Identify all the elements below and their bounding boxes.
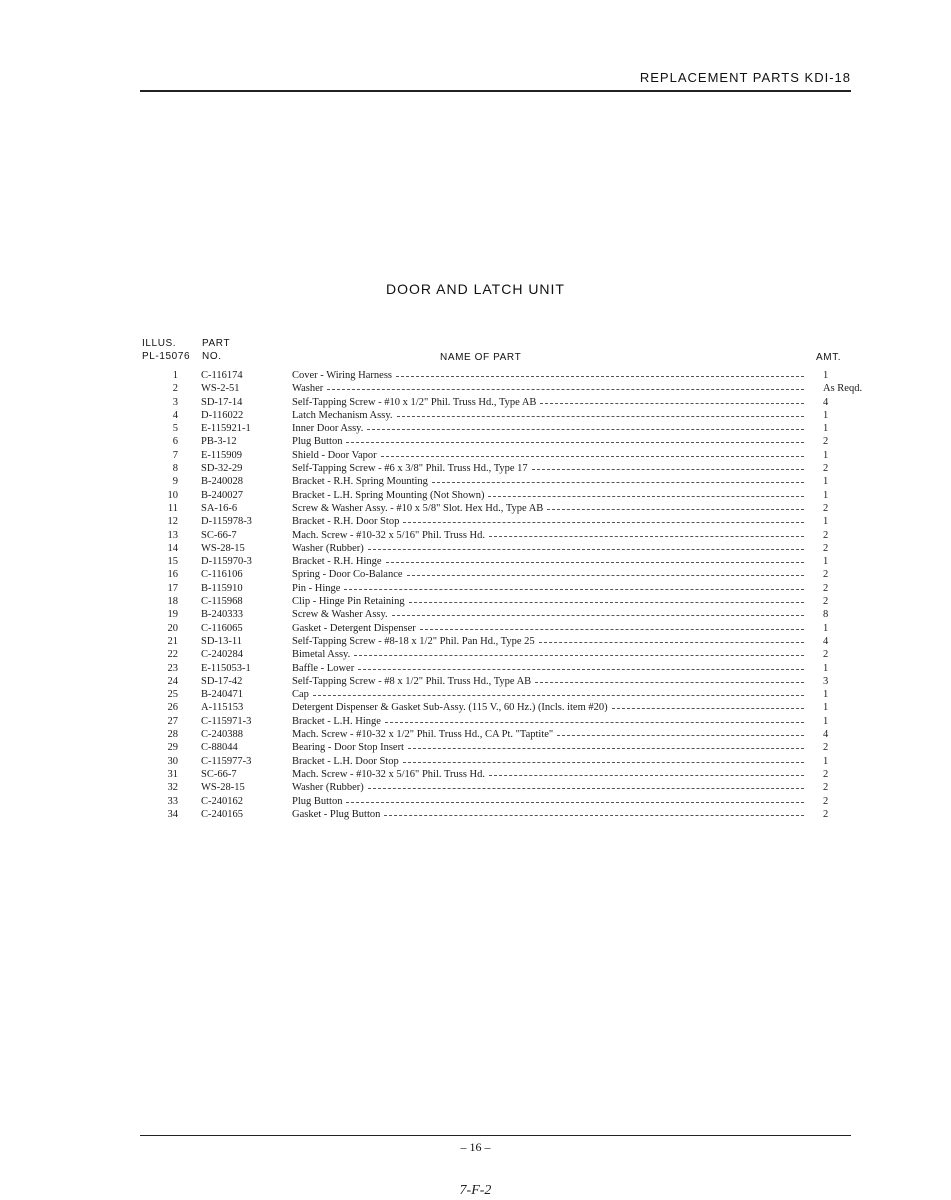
part-number: C-116106 [201, 569, 243, 581]
footer-divider [140, 1135, 851, 1136]
column-header-illus [142, 337, 190, 363]
part-name-cell [292, 369, 804, 382]
illus-number: 17 [167, 582, 178, 594]
leader-dashes [408, 741, 804, 749]
parts-row [140, 795, 862, 808]
leader-dashes [547, 502, 804, 510]
part-amount: 2 [823, 436, 829, 448]
leader-dashes [346, 795, 804, 803]
leader-dashes [344, 582, 804, 590]
part-amount: 2 [823, 502, 829, 514]
part-number: A-115153 [201, 702, 244, 714]
part-amount: 2 [823, 596, 829, 608]
illus-number: 33 [167, 795, 178, 807]
illus-number: 21 [167, 635, 178, 647]
leader-dashes [539, 635, 804, 643]
illus-number: 7 [172, 449, 178, 461]
part-name: Baffle - Lower [292, 662, 355, 674]
illus-number: 2 [172, 383, 178, 395]
part-number: C-88044 [201, 742, 238, 754]
parts-row [140, 529, 862, 542]
parts-row [140, 582, 862, 595]
part-name: Gasket - Detergent Dispenser [292, 622, 416, 634]
column-header-amt: AMT. [816, 352, 842, 363]
parts-row [140, 688, 862, 701]
parts-row [140, 662, 862, 675]
part-name-cell [292, 755, 804, 768]
parts-row [140, 808, 862, 821]
illus-number: 19 [167, 609, 178, 621]
part-number: PB-3-12 [201, 436, 237, 448]
parts-row [140, 489, 862, 502]
part-name-cell [292, 728, 804, 741]
part-amount: 1 [823, 689, 829, 701]
illus-number: 9 [172, 476, 178, 488]
header-divider [140, 90, 851, 92]
leader-dashes [403, 515, 804, 523]
part-name: Bearing - Door Stop Insert [292, 742, 404, 754]
illus-number: 15 [167, 556, 178, 568]
part-amount: 2 [823, 795, 829, 807]
part-name-cell [292, 422, 804, 435]
part-number: B-115910 [201, 582, 243, 594]
parts-row [140, 622, 862, 635]
part-amount: 2 [823, 529, 829, 541]
part-number: C-115968 [201, 596, 243, 608]
part-amount: 1 [823, 516, 829, 528]
part-amount: 3 [823, 675, 829, 687]
part-number: B-240471 [201, 689, 243, 701]
part-name: Self-Tapping Screw - #8 x 1/2" Phil. Truss Hd., Type AB [292, 675, 532, 687]
leader-dashes [396, 369, 804, 377]
leader-dashes [407, 568, 804, 576]
illus-number: 11 [167, 502, 178, 514]
leader-dashes [367, 422, 804, 430]
part-name-cell [292, 608, 804, 621]
part-number: SC-66-7 [201, 529, 237, 541]
part-name-cell [292, 542, 804, 555]
part-name-cell [292, 582, 804, 595]
part-name-cell [292, 715, 804, 728]
part-name: Mach. Screw - #10-32 x 5/16" Phil. Truss Hd. [292, 529, 485, 541]
parts-row [140, 608, 862, 621]
leader-dashes [532, 462, 804, 470]
part-name-cell [292, 662, 804, 675]
leader-dashes [392, 608, 804, 616]
leader-dashes [368, 542, 804, 550]
part-name-cell [292, 675, 804, 688]
part-number: B-240333 [201, 609, 243, 621]
parts-row [140, 382, 862, 395]
leader-dashes [403, 755, 804, 763]
parts-list [140, 369, 862, 821]
part-amount: 4 [823, 729, 829, 741]
part-number: C-240284 [201, 649, 243, 661]
part-amount: 1 [823, 449, 829, 461]
part-amount: 1 [823, 702, 829, 714]
part-amount: As Reqd. [823, 383, 863, 395]
part-amount: 8 [823, 609, 829, 621]
section-title: DOOR AND LATCH UNIT [386, 281, 565, 297]
part-name-cell [292, 396, 804, 409]
part-number: WS-28-15 [201, 542, 245, 554]
part-name: Bimetal Assy. [292, 649, 351, 661]
part-amount: 1 [823, 370, 829, 381]
illus-number: 29 [167, 742, 178, 754]
parts-row [140, 542, 862, 555]
part-number: E-115921-1 [201, 423, 251, 435]
part-name-cell [292, 741, 804, 754]
parts-row [140, 715, 862, 728]
part-name: Cap [292, 689, 309, 701]
part-name: Detergent Dispenser & Gasket Sub-Assy. (115 V., 60 Hz.) (Incls. item #20) [292, 702, 608, 714]
part-number: SD-17-42 [201, 675, 243, 687]
part-name-cell [292, 622, 804, 635]
part-amount: 2 [823, 808, 829, 820]
part-number: C-240162 [201, 795, 243, 807]
part-name-cell [292, 529, 804, 542]
parts-row [140, 449, 862, 462]
part-name: Self-Tapping Screw - #8-18 x 1/2" Phil. Pan Hd., Type 25 [292, 635, 535, 647]
part-number: D-115978-3 [201, 516, 252, 528]
leader-dashes [488, 489, 804, 497]
part-number: C-116174 [201, 370, 243, 381]
leader-dashes [384, 808, 804, 816]
part-amount: 4 [823, 635, 829, 647]
illus-number: 13 [167, 529, 178, 541]
document-code: 7-F-2 [459, 1183, 492, 1198]
column-header-name: NAME OF PART [440, 352, 522, 363]
part-number: SC-66-7 [201, 768, 237, 780]
part-name-cell [292, 688, 804, 701]
parts-row [140, 396, 862, 409]
part-name-cell [292, 449, 804, 462]
part-number: D-116022 [201, 409, 244, 421]
part-amount: 2 [823, 582, 829, 594]
leader-dashes [354, 648, 804, 656]
part-name: Cover - Wiring Harness [292, 370, 392, 381]
parts-row [140, 741, 862, 754]
parts-row [140, 635, 862, 648]
part-number: SA-16-6 [201, 502, 238, 514]
part-name-cell [292, 635, 804, 648]
part-number: E-115053-1 [201, 662, 251, 674]
illus-number: 16 [167, 569, 178, 581]
part-name-cell [292, 808, 804, 821]
illus-number: 20 [167, 622, 178, 634]
part-name-cell [292, 382, 804, 395]
leader-dashes [540, 396, 804, 404]
part-number: WS-28-15 [201, 782, 245, 794]
part-name: Shield - Door Vapor [292, 449, 377, 461]
illus-number: 32 [167, 782, 178, 794]
part-number: D-115970-3 [201, 556, 252, 568]
part-name-cell [292, 701, 804, 714]
leader-dashes [327, 382, 804, 390]
part-name-cell [292, 648, 804, 661]
column-header-illus-label: ILLUS. [142, 338, 177, 349]
parts-row [140, 409, 862, 422]
part-name: Washer (Rubber) [292, 782, 364, 794]
illus-number: 10 [167, 489, 178, 501]
parts-row [140, 648, 862, 661]
part-name: Self-Tapping Screw - #6 x 3/8" Phil. Truss Hd., Type 17 [292, 463, 528, 475]
page-header-title: REPLACEMENT PARTS KDI-18 [639, 70, 851, 85]
part-amount: 2 [823, 649, 829, 661]
illus-number: 3 [172, 396, 178, 408]
part-amount: 1 [823, 476, 829, 488]
illus-number: 8 [172, 463, 178, 475]
leader-dashes [386, 555, 804, 563]
parts-row [140, 768, 862, 781]
part-amount: 1 [823, 489, 829, 501]
part-amount: 1 [823, 755, 829, 767]
parts-row [140, 435, 862, 448]
part-amount: 2 [823, 569, 829, 581]
parts-row [140, 675, 862, 688]
parts-row [140, 369, 862, 382]
part-name-cell [292, 568, 804, 581]
part-number: C-115977-3 [201, 755, 252, 767]
parts-row [140, 701, 862, 714]
part-amount: 2 [823, 542, 829, 554]
part-amount: 1 [823, 409, 829, 421]
part-name: Mach. Screw - #10-32 x 5/16" Phil. Truss Hd. [292, 768, 485, 780]
illus-number: 31 [167, 768, 178, 780]
part-number: SD-32-29 [201, 463, 243, 475]
part-name-cell [292, 555, 804, 568]
illus-number: 28 [167, 729, 178, 741]
illus-number: 14 [167, 542, 178, 554]
part-name-cell [292, 462, 804, 475]
parts-row [140, 728, 862, 741]
part-name: Bracket - R.H. Hinge [292, 556, 382, 568]
part-name-cell [292, 502, 804, 515]
leader-dashes [358, 662, 804, 670]
leader-dashes [346, 435, 804, 443]
column-header-part [202, 337, 230, 363]
illus-number: 4 [172, 409, 178, 421]
parts-row [140, 555, 862, 568]
illus-number: 12 [167, 516, 178, 528]
part-name-cell [292, 795, 804, 808]
part-number: C-240165 [201, 808, 243, 820]
illus-number: 1 [172, 370, 178, 381]
parts-row [140, 781, 862, 794]
part-amount: 2 [823, 742, 829, 754]
leader-dashes [612, 701, 804, 709]
part-amount: 2 [823, 782, 829, 794]
part-name-cell [292, 409, 804, 422]
column-header-part-sub: NO. [202, 351, 222, 362]
part-name-cell [292, 515, 804, 528]
illus-number: 34 [167, 808, 178, 820]
part-number: C-240388 [201, 729, 243, 741]
part-number: B-240027 [201, 489, 243, 501]
part-name: Bracket - L.H. Door Stop [292, 755, 399, 767]
part-number: E-115909 [201, 449, 243, 461]
page-number: – 16 – [460, 1140, 491, 1154]
part-amount: 1 [823, 662, 829, 674]
parts-row [140, 595, 862, 608]
leader-dashes [397, 409, 804, 417]
leader-dashes [535, 675, 804, 683]
parts-row [140, 755, 862, 768]
column-header-part-label: PART [202, 338, 231, 349]
part-amount: 2 [823, 463, 829, 475]
part-name-cell [292, 489, 804, 502]
illus-number: 27 [167, 715, 178, 727]
illus-number: 26 [167, 702, 178, 714]
part-name: Washer (Rubber) [292, 542, 364, 554]
part-name-cell [292, 768, 804, 781]
parts-row [140, 515, 862, 528]
illus-number: 30 [167, 755, 178, 767]
parts-row [140, 568, 862, 581]
part-name: Self-Tapping Screw - #10 x 1/2" Phil. Truss Hd., Type AB [292, 396, 537, 408]
part-amount: 1 [823, 423, 829, 435]
illus-number: 25 [167, 689, 178, 701]
illus-number: 6 [172, 436, 178, 448]
part-number: C-116065 [201, 622, 243, 634]
leader-dashes [489, 768, 804, 776]
leader-dashes [368, 781, 804, 789]
part-name: Screw & Washer Assy. [292, 609, 388, 621]
part-amount: 1 [823, 622, 829, 634]
part-name: Bracket - R.H. Door Stop [292, 516, 400, 528]
part-name: Washer [292, 383, 324, 395]
illus-number: 23 [167, 662, 178, 674]
leader-dashes [489, 529, 804, 537]
leader-dashes [420, 622, 804, 630]
illus-number: 18 [167, 596, 178, 608]
part-name: Mach. Screw - #10-32 x 1/2" Phil. Truss Hd., CA Pt. "Taptite" [292, 729, 554, 741]
part-name: Spring - Door Co-Balance [292, 569, 403, 581]
leader-dashes [557, 728, 804, 736]
part-number: C-115971-3 [201, 715, 252, 727]
part-name: Screw & Washer Assy. - #10 x 5/8" Slot. Hex Hd., Type AB [292, 502, 544, 514]
part-name: Gasket - Plug Button [292, 808, 381, 820]
parts-row [140, 462, 862, 475]
part-number: SD-13-11 [201, 635, 243, 647]
part-name: Bracket - L.H. Hinge [292, 715, 381, 727]
part-name-cell [292, 475, 804, 488]
leader-dashes [381, 449, 804, 457]
part-name: Bracket - L.H. Spring Mounting (Not Shown) [292, 489, 485, 501]
illus-number: 24 [167, 675, 178, 687]
leader-dashes [385, 715, 804, 723]
column-header-illus-sub: PL-15076 [142, 351, 191, 362]
part-name: Pin - Hinge [292, 582, 341, 594]
parts-row [140, 475, 862, 488]
part-name-cell [292, 435, 804, 448]
part-name-cell [292, 781, 804, 794]
part-amount: 4 [823, 396, 829, 408]
part-name: Plug Button [292, 436, 343, 448]
leader-dashes [409, 595, 804, 603]
leader-dashes [432, 475, 804, 483]
part-name: Plug Button [292, 795, 343, 807]
part-number: B-240028 [201, 476, 243, 488]
illus-number: 5 [172, 423, 178, 435]
leader-dashes [313, 688, 804, 696]
part-number: WS-2-51 [201, 383, 240, 395]
part-number: SD-17-14 [201, 396, 243, 408]
part-name: Inner Door Assy. [292, 423, 364, 435]
parts-row [140, 502, 862, 515]
part-name: Bracket - R.H. Spring Mounting [292, 476, 428, 488]
part-amount: 1 [823, 556, 829, 568]
part-amount: 1 [823, 715, 829, 727]
part-name: Latch Mechanism Assy. [292, 409, 393, 421]
part-amount: 2 [823, 768, 829, 780]
part-name: Clip - Hinge Pin Retaining [292, 596, 405, 608]
parts-row [140, 422, 862, 435]
part-name-cell [292, 595, 804, 608]
illus-number: 22 [167, 649, 178, 661]
